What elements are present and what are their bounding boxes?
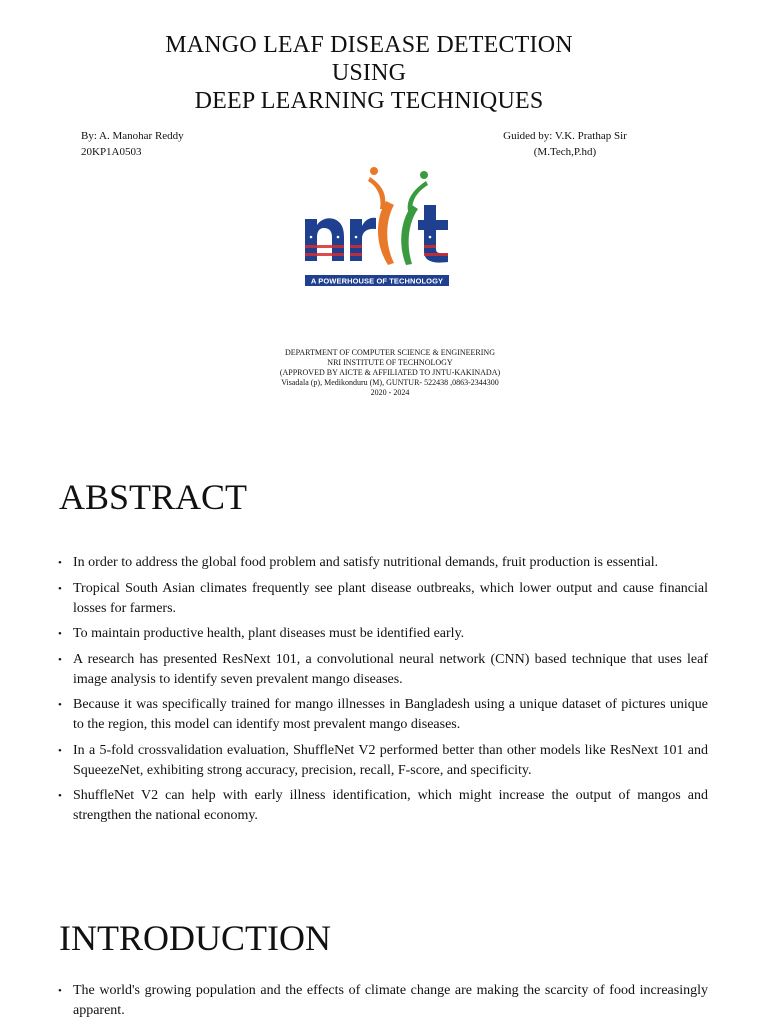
abstract-bullet: • In a 5-fold crossvalidation evaluation, ShuffleNet V2 performed better than other models like ResNext 101 and SqueezeNet, exhibiting strong accuracy, precision, recall, F-score, and specificity. bbox=[58, 741, 708, 781]
institute-address: Visadala (p), Medikonduru (M), GUNTUR- 522438 ,0863-2344300 bbox=[281, 378, 499, 387]
academic-years: 2020 - 2024 bbox=[370, 388, 410, 397]
logo-figure-arm-left bbox=[368, 177, 385, 209]
title-line-3: DEEP LEARNING TECHNIQUES bbox=[194, 88, 544, 114]
abstract-heading: ABSTRACT bbox=[59, 477, 248, 517]
logo-figure-head-right bbox=[420, 171, 428, 179]
logo-figure-head-left bbox=[370, 167, 378, 175]
logo-tagline: A POWERHOUSE OF TECHNOLOGY bbox=[310, 276, 444, 286]
guide-qualification: (M.Tech,P.hd) bbox=[533, 146, 597, 158]
abstract-bullet: • A research has presented ResNext 101, a convolutional neural network (CNN) based technique that uses leaf image analysis to identify seven prevalent mango diseases. bbox=[58, 650, 708, 690]
author-name: By: A. Manohar Reddy bbox=[81, 130, 184, 142]
title-line-1: MANGO LEAF DISEASE DETECTION bbox=[165, 32, 573, 58]
author-info bbox=[81, 128, 184, 160]
institute-approval: (APPROVED BY AICTE & AFFILIATED TO JNTU-KAKINADA) bbox=[279, 368, 501, 377]
author-roll-number: 20KP1A0503 bbox=[81, 146, 142, 158]
guide-name: Guided by: V.K. Prathap Sir bbox=[503, 130, 627, 142]
logo-stars bbox=[310, 236, 432, 239]
guide-info bbox=[470, 128, 660, 160]
abstract-bullet: • In order to address the global food problem and satisfy nutritional demands, fruit production is essential. bbox=[58, 553, 708, 573]
institute-logo bbox=[302, 165, 452, 290]
abstract-bullet: • Tropical South Asian climates frequently see plant disease outbreaks, which lower output and cause financial losses for farmers. bbox=[58, 579, 708, 619]
department-block bbox=[0, 348, 768, 398]
abstract-bullet: • Because it was specifically trained for mango illnesses in Bangladesh using a unique dataset of pictures unique to the region, this model can identify most prevalent mango diseases. bbox=[58, 695, 708, 735]
logo-figure-body-right bbox=[401, 205, 418, 265]
institute-name: NRI INSTITUTE OF TECHNOLOGY bbox=[327, 358, 453, 367]
introduction-heading: INTRODUCTION bbox=[59, 918, 331, 958]
logo-figure-body-left bbox=[378, 201, 394, 265]
introduction-list bbox=[58, 981, 708, 1027]
introduction-bullet: • The world's growing population and the effects of climate change are making the scarcity of food increasingly apparent. bbox=[58, 981, 708, 1021]
abstract-list bbox=[58, 553, 708, 832]
abstract-bullet: • ShuffleNet V2 can help with early illness identification, which might increase the output of mangos and strengthen the national economy. bbox=[58, 786, 708, 826]
abstract-bullet: • To maintain productive health, plant diseases must be identified early. bbox=[58, 624, 708, 644]
department-name: DEPARTMENT OF COMPUTER SCIENCE & ENGINEERING bbox=[285, 348, 495, 357]
title-line-2: USING bbox=[331, 60, 407, 86]
document-title bbox=[0, 31, 738, 115]
